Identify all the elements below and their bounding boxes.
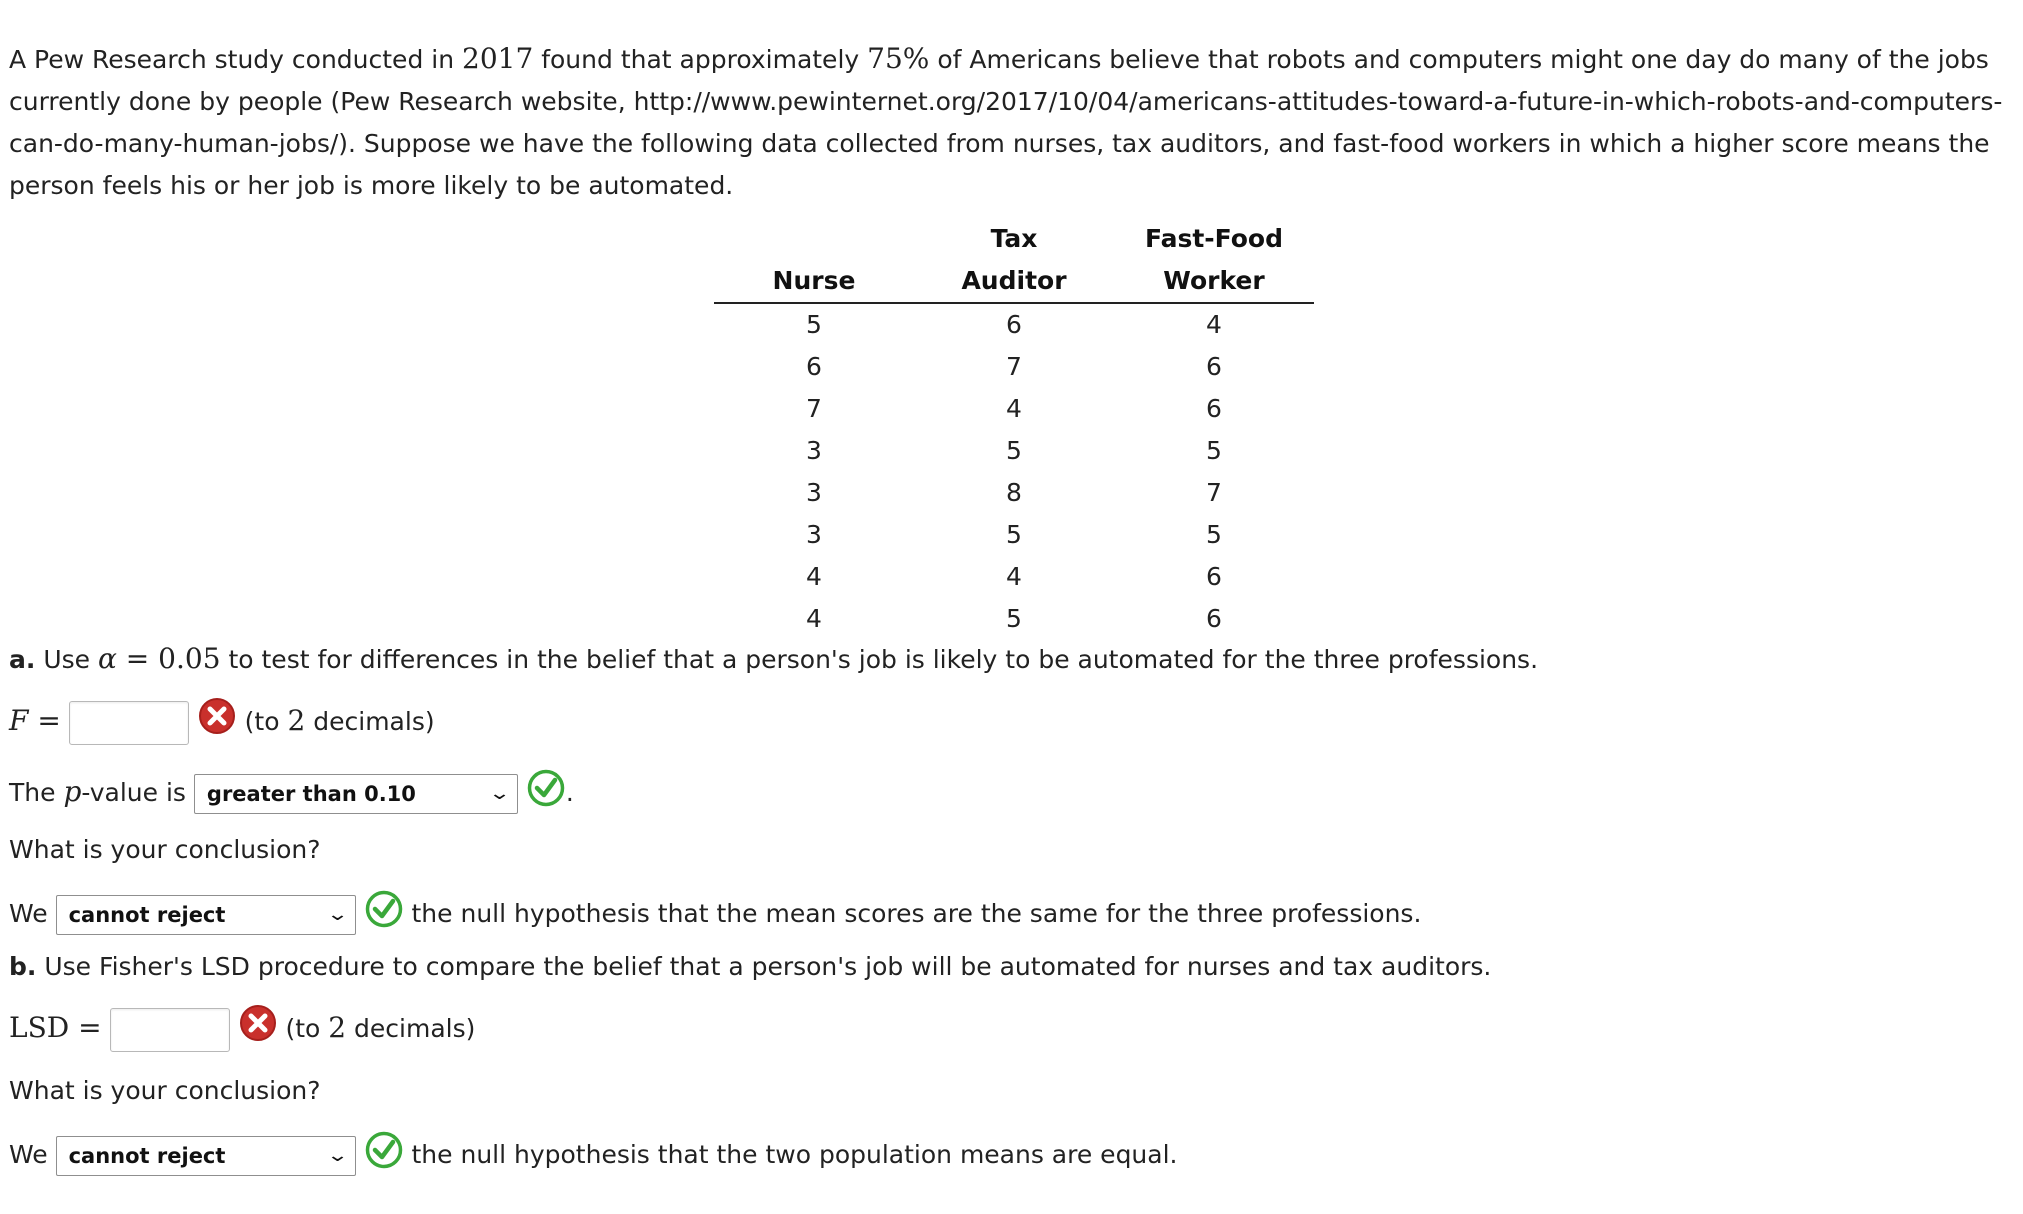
pvalue-text-post: -value is bbox=[81, 778, 186, 807]
cell: 5 bbox=[1006, 520, 1022, 549]
cell: 5 bbox=[806, 310, 822, 339]
cell: 6 bbox=[1006, 310, 1022, 339]
check-circle-icon bbox=[364, 1130, 404, 1170]
part-a-text-2: to test for differences in the belief that a person's job is likely to be automated for the three professions. bbox=[220, 645, 1539, 674]
check-circle-icon bbox=[364, 889, 404, 929]
conclusion-question-a: What is your conclusion? bbox=[9, 835, 321, 864]
f-stat-row bbox=[9, 701, 435, 745]
cell: 6 bbox=[806, 352, 822, 381]
part-b-text: Use Fisher's LSD procedure to compare the belief that a person's job will be automated for nurses and tax auditors. bbox=[36, 952, 1492, 981]
x-circle-icon bbox=[197, 696, 237, 736]
decimals-number-a: 2 bbox=[287, 704, 306, 737]
header-worker: Worker bbox=[1114, 260, 1314, 303]
intro-text-1: A Pew Research study conducted in bbox=[9, 45, 462, 74]
table-row bbox=[714, 346, 1314, 388]
table-row bbox=[714, 388, 1314, 430]
conclusion-b-selected-value: cannot reject bbox=[68, 1144, 226, 1168]
decimals-note-a-pre: (to bbox=[244, 707, 288, 736]
cell: 3 bbox=[806, 478, 822, 507]
intro-year: 2017 bbox=[462, 42, 534, 75]
cell: 4 bbox=[806, 562, 822, 591]
conclusion-select-a[interactable] bbox=[56, 895, 356, 935]
cell: 8 bbox=[1006, 478, 1022, 507]
lsd-input[interactable] bbox=[110, 1008, 230, 1052]
cell: 5 bbox=[1206, 436, 1222, 465]
table-row bbox=[714, 598, 1314, 640]
conclusion-row-a bbox=[9, 895, 1421, 935]
part-a-question bbox=[9, 642, 1538, 675]
chevron-down-icon: ⌄ bbox=[488, 783, 511, 804]
cell: 4 bbox=[806, 604, 822, 633]
table-row bbox=[714, 303, 1314, 346]
x-circle-icon bbox=[238, 1003, 278, 1043]
cell: 6 bbox=[1206, 562, 1222, 591]
cell: 4 bbox=[1006, 562, 1022, 591]
lsd-row bbox=[9, 1008, 475, 1052]
f-equals: = bbox=[28, 704, 61, 737]
decimals-note-a-post: decimals) bbox=[305, 707, 435, 736]
cell: 4 bbox=[1206, 310, 1222, 339]
conclusion-a-selected-value: cannot reject bbox=[68, 903, 226, 927]
data-table bbox=[714, 218, 1314, 640]
conclusion-question-b: What is your conclusion? bbox=[9, 1076, 321, 1105]
cell: 6 bbox=[1206, 352, 1222, 381]
part-b-question bbox=[9, 952, 1491, 981]
header-top-fastfood: Fast-Food bbox=[1144, 224, 1283, 253]
decimals-number-b: 2 bbox=[328, 1011, 347, 1044]
conclusion-text-b: the null hypothesis that the two population means are equal. bbox=[411, 1140, 1178, 1169]
table-row bbox=[714, 556, 1314, 598]
pvalue-selected-value: greater than 0.10 bbox=[206, 782, 416, 806]
cell: 7 bbox=[806, 394, 822, 423]
intro-text-2: found that approximately bbox=[533, 45, 868, 74]
pvalue-p: p bbox=[63, 775, 82, 808]
header-nurse: Nurse bbox=[714, 260, 914, 303]
header-top-tax: Tax bbox=[990, 224, 1038, 253]
conclusion-text-a: the null hypothesis that the mean scores are the same for the three professions. bbox=[411, 899, 1422, 928]
lsd-label: LSD bbox=[9, 1011, 70, 1044]
cell: 7 bbox=[1006, 352, 1022, 381]
cell: 3 bbox=[806, 436, 822, 465]
cell: 6 bbox=[1206, 394, 1222, 423]
header-top-nurse bbox=[714, 218, 914, 260]
table-row bbox=[714, 472, 1314, 514]
intro-text-3: of Americans believe that robots and computers might one day do many of the jobs currently done by people (Pew Research website, http://www.pewinternet.org/2017/10/04/americans-attitudes-toward-a-future-in-which-robots-and-computers-can-do-many-human-jobs/). Suppose we have the following data collected from nurses, tax auditors, and fast-food workers in which a higher score means the person feels his or her job is more likely to be automated. bbox=[9, 45, 2003, 200]
conclusion-select-b[interactable] bbox=[56, 1136, 356, 1176]
alpha-symbol: α bbox=[97, 642, 117, 675]
cell: 6 bbox=[1206, 604, 1222, 633]
alpha-value: 0.05 bbox=[158, 642, 221, 675]
cell: 5 bbox=[1006, 604, 1022, 633]
decimals-note-b-pre: (to bbox=[285, 1014, 329, 1043]
part-a-label: a. bbox=[9, 645, 36, 674]
pvalue-select[interactable] bbox=[194, 774, 518, 814]
cell: 7 bbox=[1206, 478, 1222, 507]
we-label-b: We bbox=[9, 1140, 48, 1169]
cell: 3 bbox=[806, 520, 822, 549]
decimals-note-b-post: decimals) bbox=[346, 1014, 476, 1043]
chevron-down-icon: ⌄ bbox=[325, 904, 349, 925]
lsd-equals: = bbox=[69, 1011, 102, 1044]
part-b-label: b. bbox=[9, 952, 37, 981]
f-stat-input[interactable] bbox=[69, 701, 189, 745]
cell: 5 bbox=[1206, 520, 1222, 549]
part-a-text-1: Use bbox=[35, 645, 98, 674]
pvalue-row bbox=[9, 774, 574, 814]
table-row bbox=[714, 430, 1314, 472]
check-circle-icon bbox=[526, 768, 566, 808]
header-auditor: Auditor bbox=[914, 260, 1114, 303]
pvalue-text-pre: The bbox=[9, 778, 64, 807]
cell: 4 bbox=[1006, 394, 1022, 423]
we-label-a: We bbox=[9, 899, 48, 928]
cell: 5 bbox=[1006, 436, 1022, 465]
period: . bbox=[565, 778, 574, 807]
intro-percent: 75% bbox=[867, 42, 930, 75]
equals-sign: = bbox=[116, 642, 159, 675]
conclusion-row-b bbox=[9, 1136, 1178, 1176]
chevron-down-icon: ⌄ bbox=[325, 1145, 349, 1166]
problem-intro bbox=[9, 38, 2014, 207]
table-row bbox=[714, 514, 1314, 556]
f-label: F bbox=[9, 704, 29, 737]
